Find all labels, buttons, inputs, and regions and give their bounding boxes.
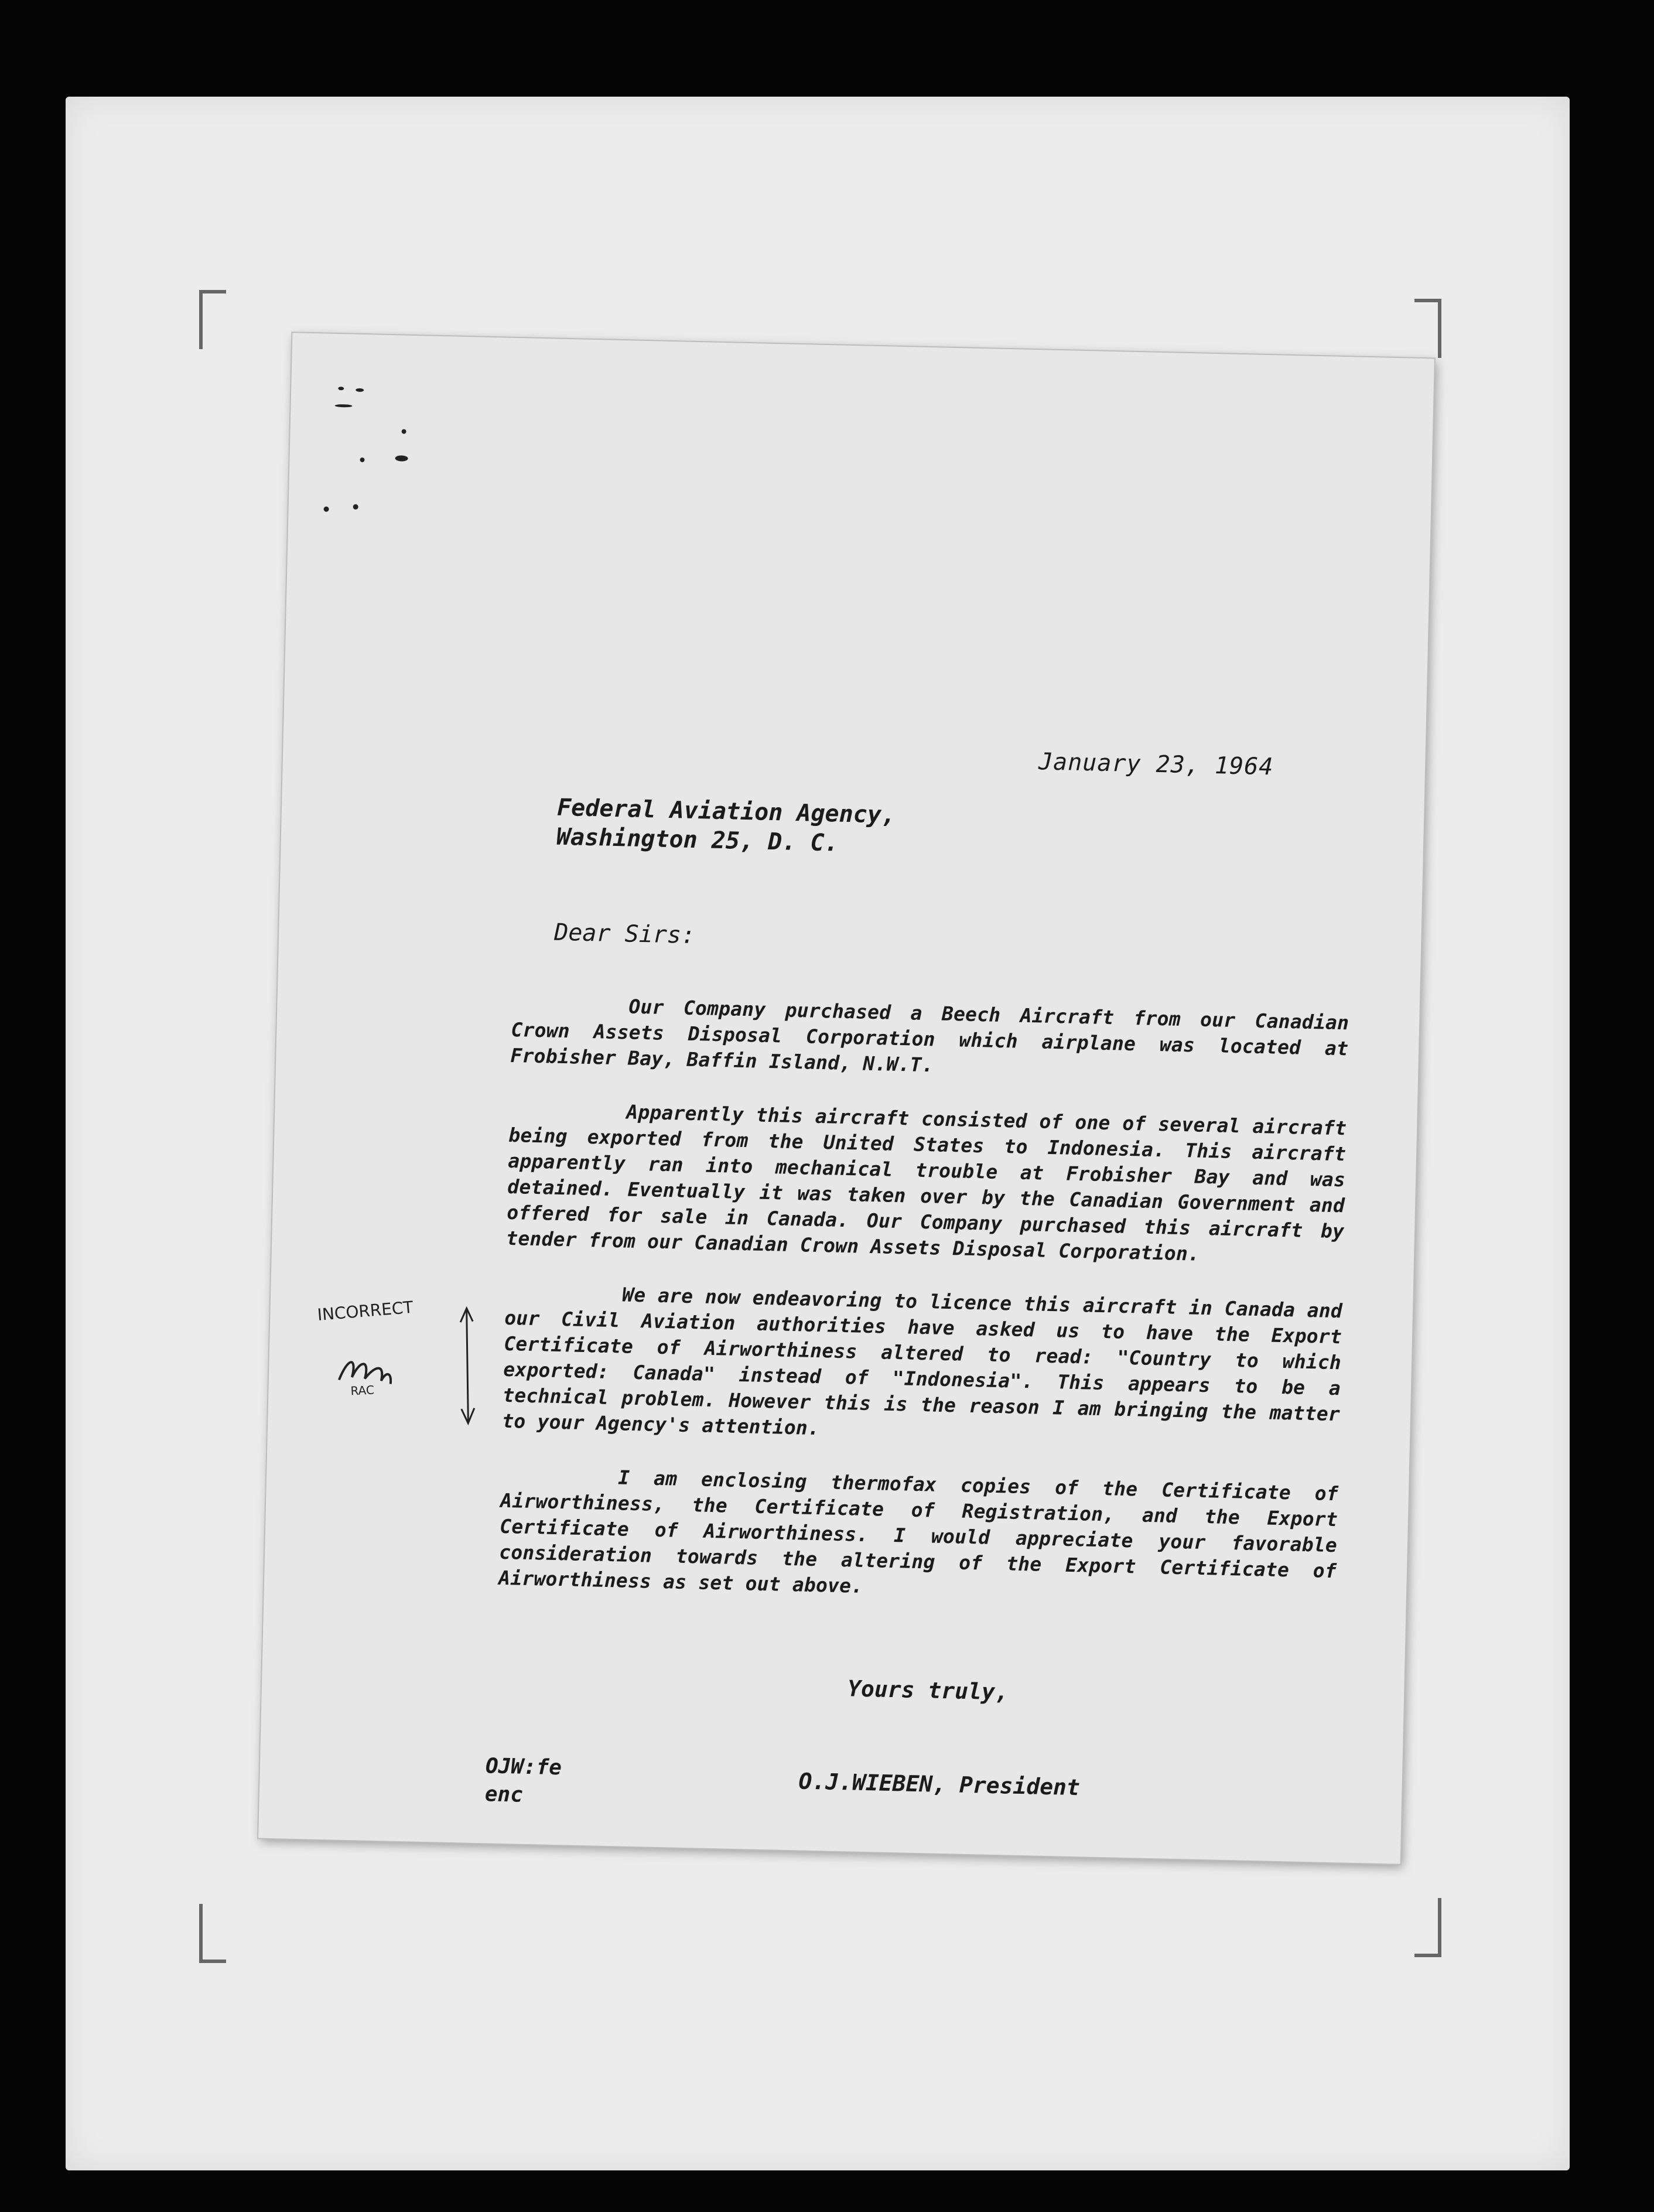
recipient-line-2: Washington 25, D. C. bbox=[556, 823, 839, 857]
speck bbox=[356, 388, 364, 392]
speck bbox=[360, 458, 364, 462]
registration-mark-bottom-left bbox=[199, 1904, 226, 1963]
margin-note-text: INCORRECT bbox=[316, 1297, 414, 1325]
salutation: Dear Sirs: bbox=[553, 919, 696, 950]
paragraph-4: I am enclosing thermofax copies of the Certificate of Airworthiness, the Certificate of Registration, and the Export Certificate of Airworthiness. I would appreciate your favorable consideration towards the altering of the Export Certificate of Airworthiness as set out above. bbox=[498, 1466, 1339, 1597]
closing: Yours truly, bbox=[847, 1675, 1009, 1705]
letter-sheet bbox=[258, 333, 1434, 1864]
typist-initials: OJW:fe bbox=[485, 1754, 562, 1780]
speck bbox=[338, 387, 344, 390]
speck bbox=[323, 506, 329, 511]
signature-line: O.J.WIEBEN, President bbox=[798, 1768, 1081, 1801]
speck bbox=[402, 429, 406, 433]
letter-body bbox=[498, 991, 1349, 1638]
registration-mark-bottom-right bbox=[1414, 1898, 1441, 1957]
paragraph-2: Apparently this aircraft consisted of one of several aircraft being exported from the United States to Indonesia. This aircraft apparently ran into mechanical trouble at Frobisher Bay and was detained. Eventually it was taken over by the Canadian Government and offered for sale in Canada. Our Company purchased this aircraft by tender from our Canadian Crown Assets Disposal Corporation. bbox=[505, 1100, 1347, 1265]
arrow-up-down-icon bbox=[315, 1297, 493, 1439]
recipient-line-1: Federal Aviation Agency, bbox=[556, 794, 896, 829]
speck bbox=[353, 504, 358, 510]
paragraph-1: Our Company purchased a Beech Aircraft from our Canadian Crown Assets Disposal Corporation which airplane was located at Frobisher Bay, Baffin Island, N.W.T. bbox=[510, 995, 1349, 1077]
margin-annotation bbox=[315, 1297, 493, 1439]
letter-date: January 23, 1964 bbox=[1038, 748, 1274, 781]
margin-note-initials: RAC bbox=[350, 1383, 375, 1398]
speck bbox=[335, 404, 353, 408]
paragraph-3: We are now endeavoring to licence this aircraft in Canada and our Civil Aviation authorities have asked us to have the Export Certificate of Airworthiness altered to read: "Country to which exported: Canada" instead of "Indonesia". This appears to be a technical problem. However this is the reason I am bringing the matter to your Agency's attention. bbox=[501, 1283, 1343, 1440]
speck bbox=[395, 455, 408, 461]
reference-initials bbox=[484, 1752, 562, 1810]
enclosure-note: enc bbox=[484, 1782, 524, 1807]
recipient-address bbox=[556, 793, 896, 859]
registration-mark-top-left bbox=[199, 290, 226, 349]
registration-mark-top-right bbox=[1414, 299, 1441, 358]
